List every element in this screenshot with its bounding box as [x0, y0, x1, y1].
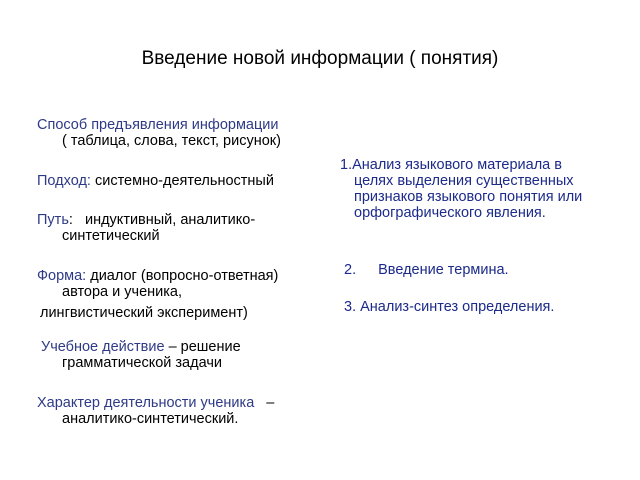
step-3 — [344, 299, 614, 315]
step-1-line1: 1.Анализ языкового материала в — [340, 157, 562, 173]
path-value: : индуктивный, аналитико- — [68, 212, 256, 228]
form-value-cont2: лингвистический эксперимент) — [40, 305, 248, 321]
form-value: диалог (вопросно-ответная) — [90, 268, 279, 284]
form-label: Форма: — [37, 268, 87, 284]
step-2-number: 2. — [344, 262, 357, 278]
approach-value: системно-деятельностный — [94, 173, 274, 189]
method-paragraph — [37, 117, 327, 149]
step-1-cont: целях выделения существенных признаков языкового понятия или орфографического явления. — [354, 173, 583, 221]
character-paragraph — [37, 395, 327, 427]
step-2 — [344, 262, 614, 278]
approach-paragraph — [37, 173, 327, 189]
character-value-cont: аналитико-синтетический. — [62, 411, 239, 427]
action-value: – решение — [168, 339, 241, 355]
action-value-cont: грамматической задачи — [62, 355, 222, 371]
method-value: ( таблица, слова, текст, рисунок) — [62, 133, 281, 149]
step-2-text: Введение термина. — [378, 262, 509, 278]
form-value-cont: автора и ученика, — [62, 284, 183, 300]
method-label: Способ предъявления информации — [37, 117, 279, 133]
path-paragraph — [37, 212, 327, 244]
action-paragraph — [37, 339, 327, 371]
action-label: Учебное действие — [41, 339, 165, 355]
step-3-text: 3. Анализ-синтез определения. — [344, 299, 555, 315]
form-paragraph — [37, 268, 327, 321]
path-label: Путь — [37, 212, 69, 228]
path-value-cont: синтетический — [62, 228, 160, 244]
step-1 — [340, 157, 610, 221]
approach-label: Подход: — [37, 173, 91, 189]
character-value: – — [266, 395, 275, 411]
character-label: Характер деятельности ученика — [37, 395, 255, 411]
slide-title: Введение новой информации ( понятия) — [141, 48, 499, 69]
